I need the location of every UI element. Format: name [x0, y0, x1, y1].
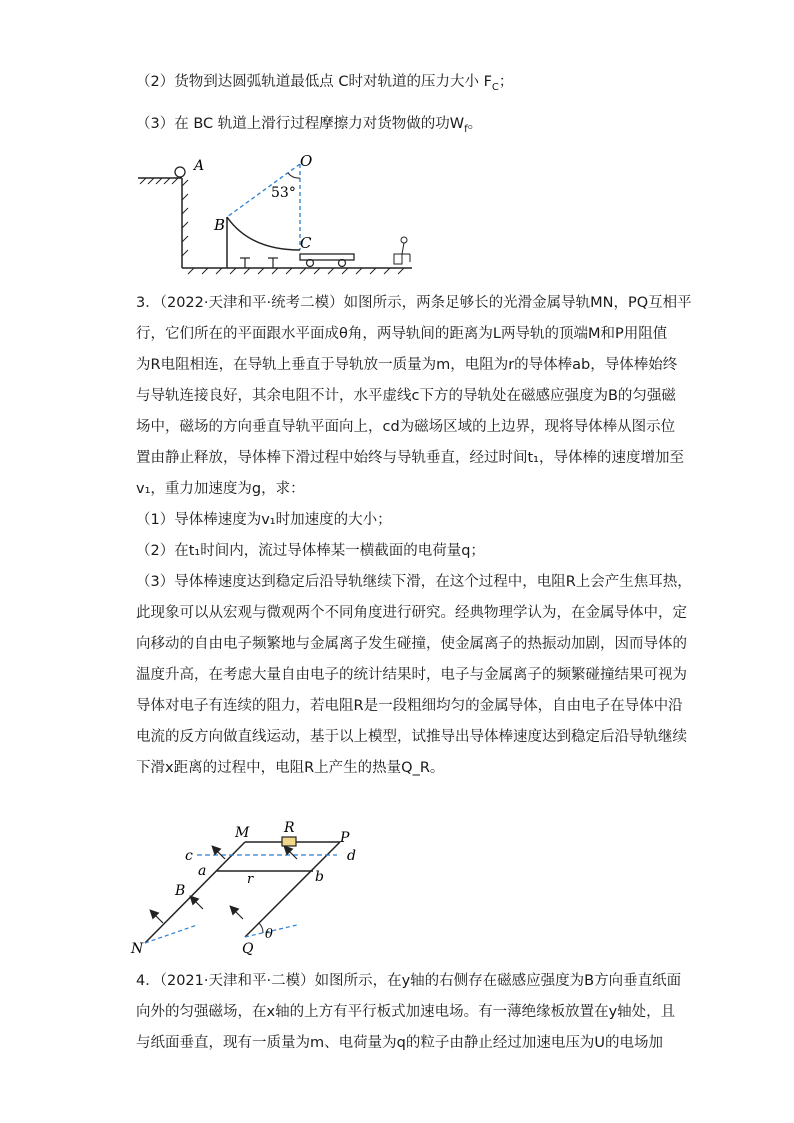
q3-line: 场中，磁场的方向垂直导轨平面向上，cd为磁场区域的上边界，现将导体棒从图示位 — [136, 419, 676, 435]
q3-line: 电流的反方向做直线运动，基于以上模型，试推导出导体棒速度达到稳定后沿导轨继续 — [136, 729, 687, 745]
q2-item-2-text: （2）货物到达圆弧轨道最低点 C时对轨道的压力大小 F — [136, 74, 492, 90]
fig2-label-theta: θ — [265, 927, 273, 942]
q3-line: v₁，重力加速度为g，求： — [136, 481, 305, 497]
q3-line: 温度升高，在考虑大量自由电子的统计结果时，电子与金属离子的频繁碰撞结果可视为 — [136, 667, 687, 683]
q2-item-2 — [136, 72, 513, 98]
fig2-label-R: R — [284, 820, 295, 836]
q3-line: 为R电阻相连，在导轨上垂直于导轨放一质量为m，电阻为r的导体棒ab，导体棒始终 — [136, 357, 678, 373]
q2-item-2-tail: ； — [498, 74, 514, 90]
fig2-label-Q: Q — [242, 941, 254, 955]
q3-line: 导体对电子有连续的阻力，若电阻R是一段粗细均匀的金属导体，自由电子在导体中沿 — [136, 698, 683, 714]
q4-line: 向外的匀强磁场，在x轴的上方有平行板式加速电场。有一薄绝缘板放置在y轴处，且 — [136, 1004, 676, 1020]
q2-item-3-text: （3）在 BC 轨道上滑行过程摩擦力对货物做的功W — [136, 116, 465, 132]
fig2-label-P: P — [340, 830, 350, 846]
figure-track — [130, 150, 420, 280]
q2-item-2-sub: C — [491, 81, 499, 93]
fig1-label-B: B — [214, 216, 226, 234]
fig2-label-c: c — [185, 848, 193, 864]
fig2-label-B: B — [175, 883, 186, 899]
q3-line: 此现象可以从宏观与微观两个不同角度进行研究。经典物理学认为，在金属导体中，定 — [136, 605, 687, 621]
fig1-label-O: O — [300, 152, 313, 170]
q4-line: 4．（2021·天津和平·二模）如图所示，在y轴的右侧存在磁感应强度为B方向垂直纸面 — [136, 973, 682, 989]
q2-item-3-sub: f — [464, 123, 468, 135]
fig1-label-angle: 53° — [271, 185, 296, 201]
fig1-label-C: C — [300, 234, 312, 252]
q2-item-3 — [136, 114, 482, 140]
q3-line: 置由静止释放，导体棒下滑过程中始终与导轨垂直，经过时间t₁，导体棒的速度增加至 — [136, 450, 684, 466]
q3-line: 与导轨连接良好，其余电阻不计，水平虚线c下方的导轨处在磁感应强度为B的匀强磁 — [136, 388, 676, 404]
q2-item-3-tail: 。 — [467, 116, 483, 132]
fig2-label-r: r — [247, 872, 254, 887]
fig2-label-M: M — [235, 825, 250, 841]
q3-line: （3）导体棒速度达到稳定后沿导轨继续下滑，在这个过程中，电阻R上会产生焦耳热， — [136, 574, 692, 590]
question-4 — [136, 966, 682, 1059]
fig2-label-d: d — [347, 848, 356, 864]
q3-line: 向移动的自由电子频繁地与金属离子发生碰撞，使金属离子的热振动加剧，因而导体的 — [136, 636, 687, 652]
q3-line: 下滑x距离的过程中，电阻R上产生的热量Q_R。 — [136, 760, 445, 776]
figure-rails — [125, 815, 375, 955]
q4-line: 与纸面垂直，现有一质量为m、电荷量为q的粒子由静止经过加速电压为U的电场加 — [136, 1035, 663, 1051]
q3-line: （2）在t₁时间内，流过导体棒某一横截面的电荷量q； — [136, 543, 485, 559]
q3-line: （1）导体棒速度为v₁时加速度的大小； — [136, 512, 392, 528]
fig2-label-b: b — [315, 869, 324, 885]
fig2-label-a: a — [198, 863, 207, 879]
q3-line: 行，它们所在的平面跟水平面成θ角，两导轨间的距离为L两导轨的顶端M和P用阻值 — [136, 326, 668, 342]
fig2-label-N: N — [131, 941, 144, 955]
q3-line: 3．（2022·天津和平·统考二模）如图所示，两条足够长的光滑金属导轨MN，PQ互相平 — [136, 295, 692, 311]
question-3 — [136, 288, 692, 784]
fig1-label-A: A — [194, 158, 205, 174]
